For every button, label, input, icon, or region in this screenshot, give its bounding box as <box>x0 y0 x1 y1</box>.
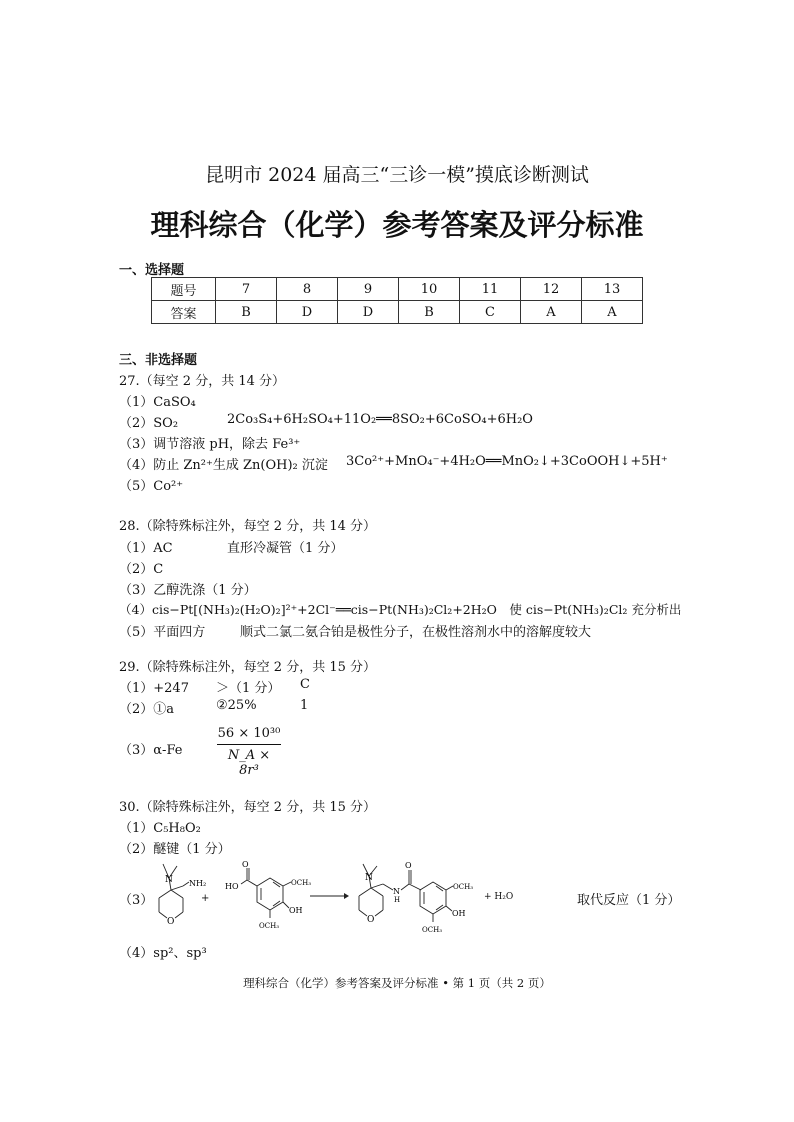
q28-heading: 28.（除特殊标注外，每空 2 分，共 14 分） <box>119 519 377 534</box>
amide-oxygen-label: O <box>405 861 412 870</box>
q29-heading: 29.（除特殊标注外，每空 2 分，共 15 分） <box>119 660 377 675</box>
q28-answer-1: （1）AC <box>119 541 173 556</box>
density-fraction <box>217 726 281 778</box>
plus-sign: + <box>201 893 210 904</box>
table-row <box>152 301 643 324</box>
q29-answer-2b: ②25% <box>216 698 257 713</box>
q27-answer-4: （4）防止 Zn²⁺生成 Zn(OH)₂ 沉淀 <box>119 458 328 473</box>
answer-label: 答案 <box>152 301 216 324</box>
answer-cell: C <box>460 301 521 324</box>
reactant-amine-structure <box>143 858 223 938</box>
page-footer: 理科综合（化学）参考答案及评分标准 • 第 1 页（共 2 页） <box>243 976 551 990</box>
question-number: 9 <box>338 278 399 301</box>
amine-label: NH₂ <box>189 879 207 888</box>
answer-cell: D <box>338 301 399 324</box>
product-amide-structure <box>343 856 485 940</box>
q27-heading: 27.（每空 2 分，共 14 分） <box>119 374 286 389</box>
q27-equation-2: 3Co²⁺+MnO₄⁻+4H₂O══MnO₂↓+3CoOOH↓+5H⁺ <box>346 454 668 469</box>
product-oxygen-label: O <box>367 915 375 925</box>
header-label: 题号 <box>152 278 216 301</box>
question-number: 12 <box>521 278 582 301</box>
nitrogen-label: N <box>165 875 173 885</box>
q28-answer-4: （4）cis−Pt[(NH₃)₂(H₂O)₂]²⁺+2Cl⁻══cis−Pt(NH₃)₂Cl₂+2H₂O 使 cis−Pt(NH₃)₂Cl₂ 充分析出 <box>119 602 682 617</box>
phenol-label: OH <box>289 906 303 915</box>
reactant-acid-structure <box>225 858 320 938</box>
q29-answer-3: （3）α-Fe <box>119 743 183 758</box>
q29-answer-2c: 1 <box>300 698 309 713</box>
answer-cell: A <box>582 301 643 324</box>
exam-title: 昆明市 2024 届高三“三诊一模”摸底诊断测试 <box>205 164 589 186</box>
q29-answer-1b: ＞（1 分） <box>216 681 281 696</box>
answer-cell: B <box>399 301 460 324</box>
q30-heading: 30.（除特殊标注外，每空 2 分，共 15 分） <box>119 800 377 815</box>
q27-equation-1: 2Co₃S₄+6H₂SO₄+11O₂══8SO₂+6CoSO₄+6H₂O <box>227 412 533 427</box>
answer-cell: D <box>277 301 338 324</box>
amide-nitrogen-label: N <box>393 887 400 896</box>
q29-answer-1: （1）+247 <box>119 681 189 696</box>
oxygen-label: O <box>167 917 175 927</box>
q29-answer-2: （2）①a <box>119 702 175 717</box>
methoxy-bottom-label: OCH₃ <box>259 922 280 930</box>
answer-cell: A <box>521 301 582 324</box>
question-number: 13 <box>582 278 643 301</box>
q30-answer-4: （4）sp²、sp³ <box>119 946 207 961</box>
methoxy-top-label: OCH₃ <box>291 879 312 887</box>
q28-answer-2: （2）C <box>119 562 164 577</box>
exam-subtitle: 理科综合（化学）参考答案及评分标准 <box>150 208 644 242</box>
section1-heading: 一、选择题 <box>119 263 185 278</box>
answer-cell: B <box>216 301 277 324</box>
q27-answer-3: （3）调节溶液 pH，除去 Fe³⁺ <box>119 437 301 452</box>
product-methoxy-bottom-label: OCH₃ <box>422 926 443 934</box>
carbonyl-oxygen-label: O <box>242 860 249 869</box>
table-row <box>152 278 643 301</box>
question-number: 10 <box>399 278 460 301</box>
question-number: 7 <box>216 278 277 301</box>
q27-answer-2: （2）SO₂ <box>119 416 179 431</box>
q28-answer-3: （3）乙醇洗涤（1 分） <box>119 583 257 598</box>
question-number: 11 <box>460 278 521 301</box>
fraction-denominator: N_A × 8r³ <box>227 748 271 778</box>
hydroxyl-acid-label: HO <box>225 882 239 891</box>
q28-answer-1b: 直形冷凝管（1 分） <box>227 541 344 556</box>
water-byproduct: + H₂O <box>484 892 514 902</box>
q28-answer-5b: 顺式二氯二氨合铂是极性分子，在极性溶剂水中的溶解度较大 <box>240 625 592 640</box>
q30-answer-2: （2）醚键（1 分） <box>119 842 231 857</box>
q27-answer-5: （5）Co²⁺ <box>119 479 184 494</box>
fraction-numerator: 56 × 10³⁰ <box>217 726 281 745</box>
q29-answer-1c: C <box>300 677 310 692</box>
product-phenol-label: OH <box>452 909 466 918</box>
product-nitrogen-label: N <box>365 873 373 883</box>
question-number: 8 <box>277 278 338 301</box>
reaction-type: 取代反应（1 分） <box>577 893 681 908</box>
q30-answer-3: （3） <box>119 893 154 908</box>
q30-answer-1: （1）C₅H₈O₂ <box>119 821 201 836</box>
answer-table <box>151 277 643 324</box>
q27-answer-1: （1）CaSO₄ <box>119 395 196 410</box>
product-methoxy-top-label: OCH₃ <box>453 883 474 891</box>
q28-answer-5: （5）平面四方 <box>119 625 206 640</box>
section3-heading: 三、非选择题 <box>119 353 198 368</box>
amide-hydrogen-label: H <box>394 896 401 904</box>
